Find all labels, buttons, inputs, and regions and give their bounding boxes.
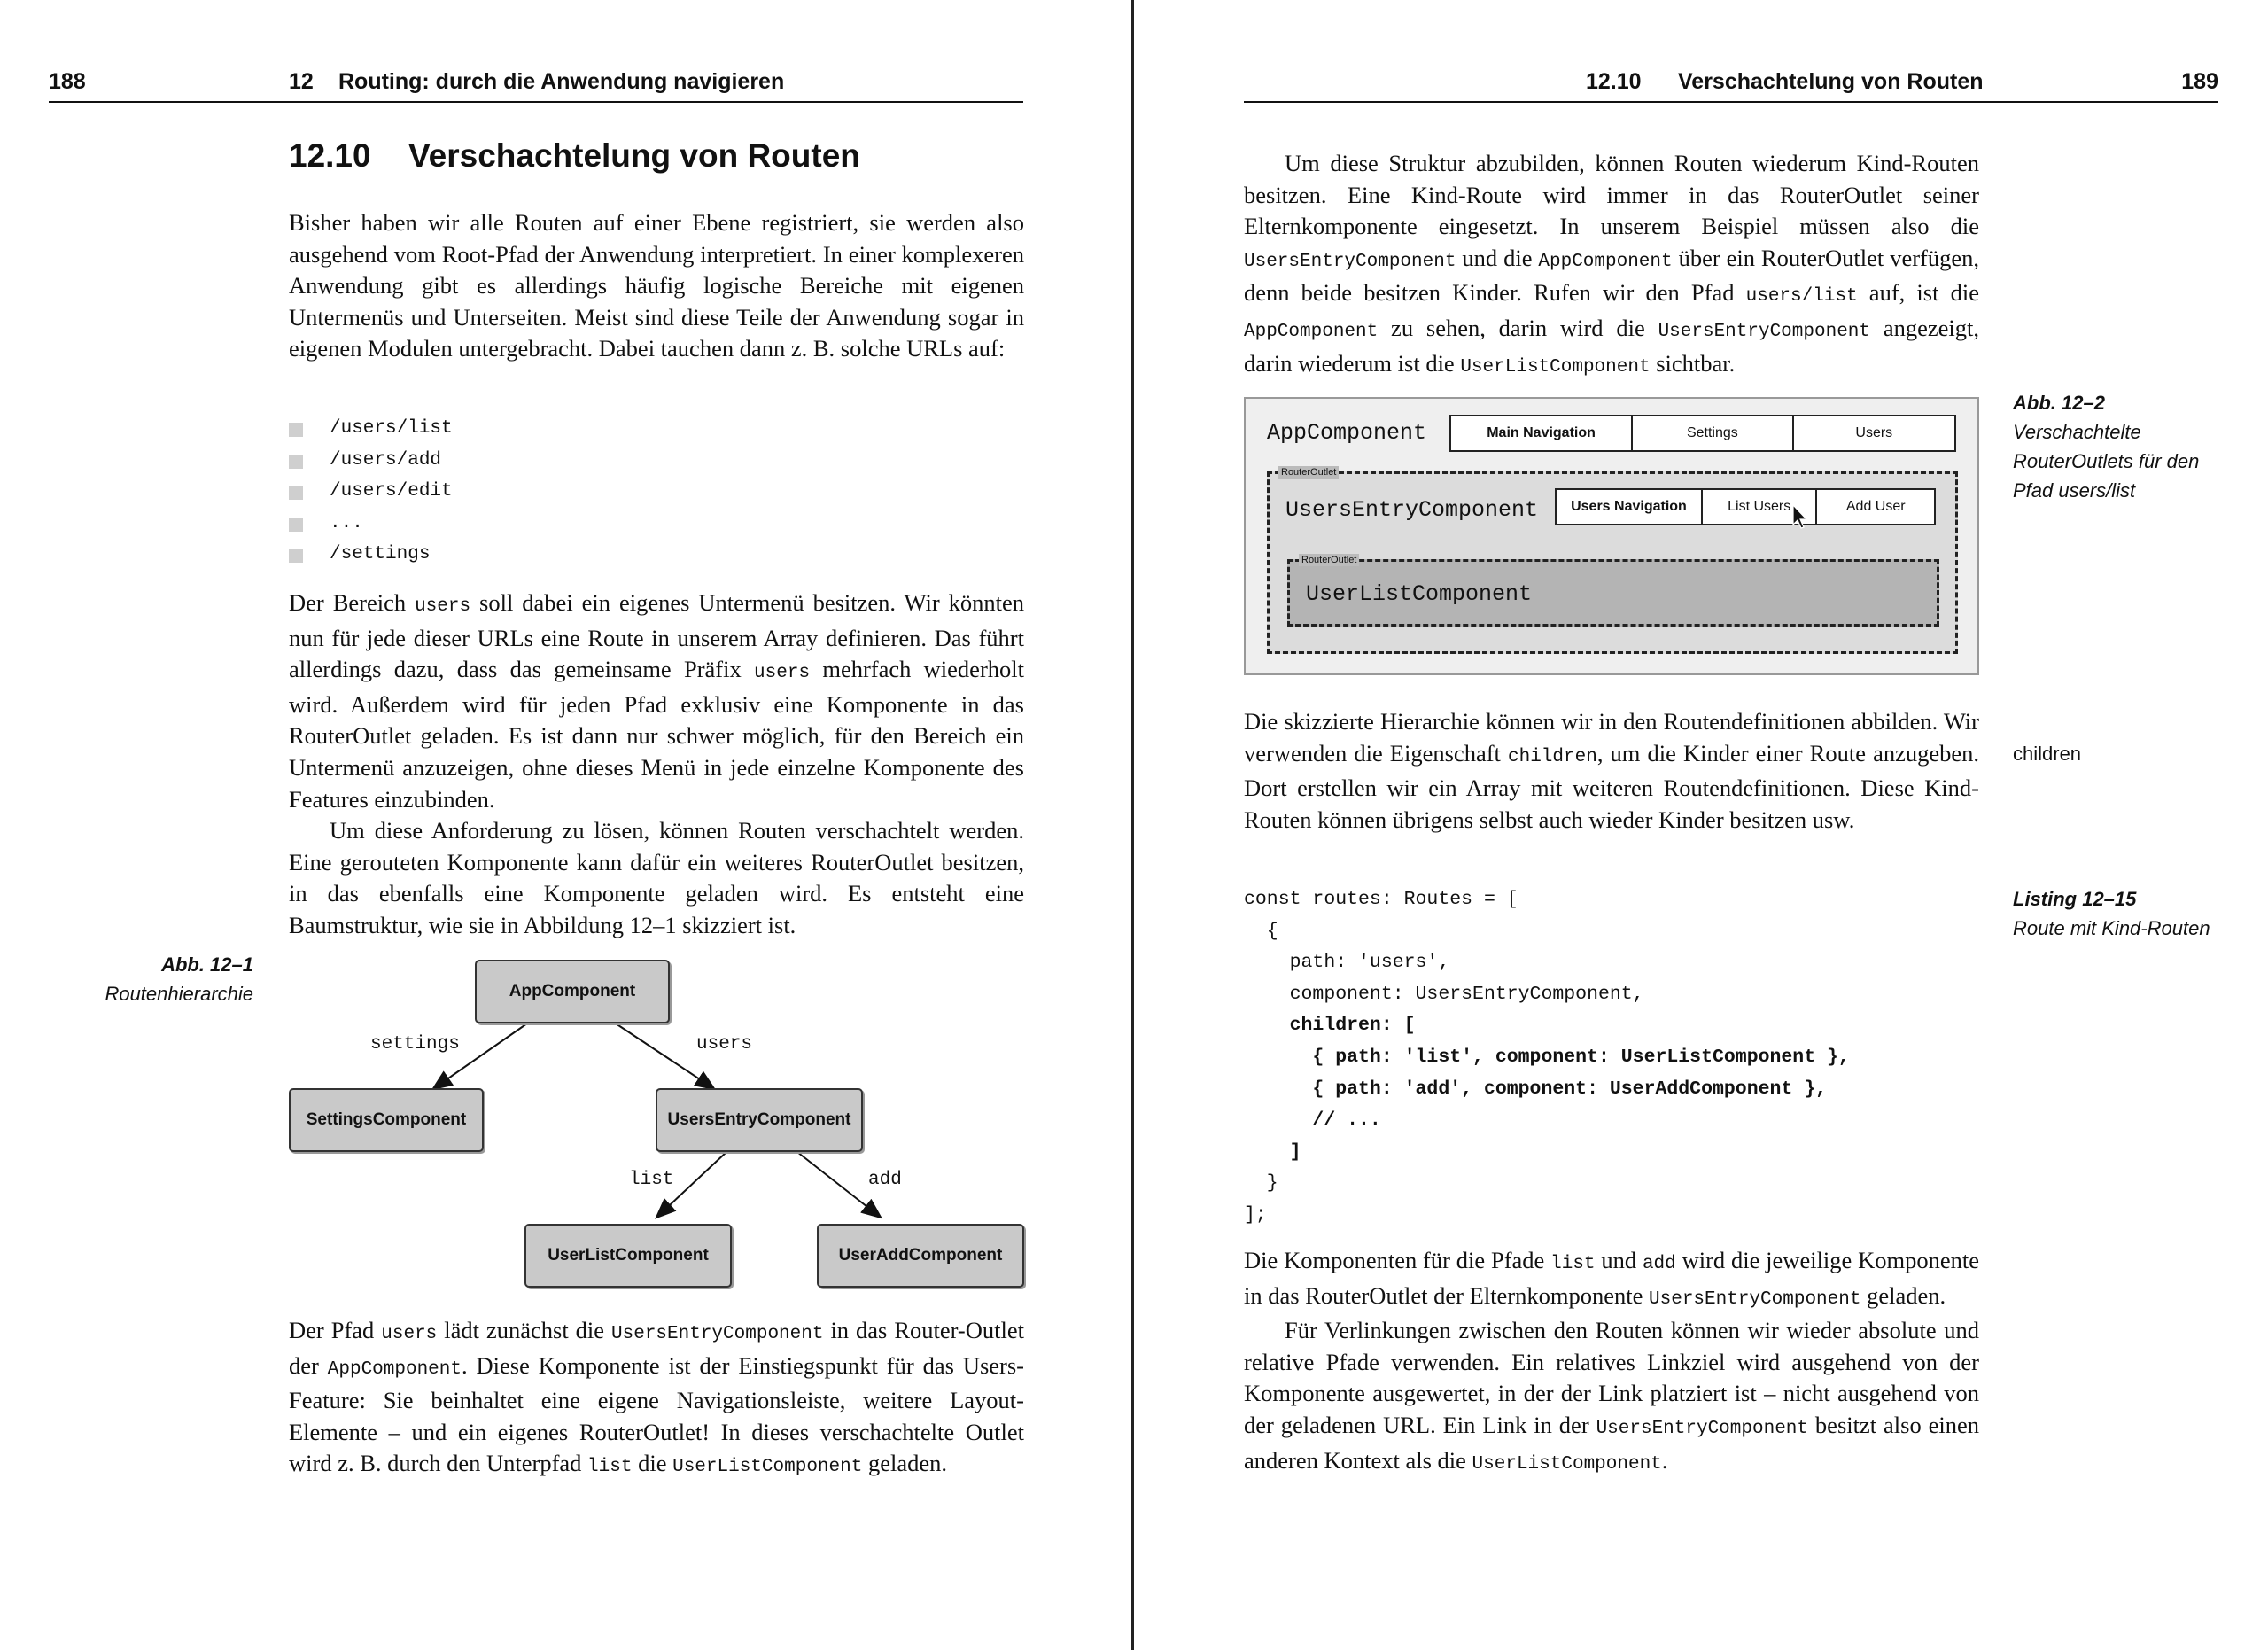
code-line: ] <box>1244 1140 1301 1163</box>
bullet-square-icon <box>289 549 303 563</box>
figure-2-title-line-3: Pfad users/list <box>2013 479 2136 502</box>
left-paragraph-2: Der Bereich users soll dabei ein eigenes Untermenü besitzen. Wir könnten nun für jede dieser URLs eine Route in unserem Array definieren. Das führt allerdings dazu, dass das gemeinsame Präfix users mehrfach wiederholt wird. Außerdem wird für jeden Pfad exklusiv eine Komponente in das RouterOutlet geladen. Es ist dann nur schwer möglich, für den Bereich ein Untermenü anzuzeigen, ohne dieses Menü in jede einzelne Komponente des Features einzubinden. <box>289 589 1024 813</box>
code-line: const routes: Routes = [ <box>1244 889 1518 910</box>
left-text-block-1 <box>289 207 1024 365</box>
right-paragraph-2: Die skizzierte Hierarchie können wir in den Routendefinitionen abbilden. Wir verwenden die Eigenschaft children, um die Kinder einer Route anzugeben. Dort erstellen wir ein Array mit weiteren Routendefinitionen. Diese Kind-Routen können übrigens selbst auch wieder Kinder besitzen usw. <box>1244 708 1979 833</box>
listing-title: Route mit Kind-Routen <box>2013 917 2210 939</box>
main-navigation-label: Main Navigation <box>1487 425 1596 440</box>
listing-caption <box>2013 884 2210 943</box>
right-text-block-1 <box>1244 148 1979 383</box>
list-item: /settings <box>289 539 453 571</box>
left-page <box>0 0 1131 1650</box>
left-paragraph-1: Bisher haben wir alle Routen auf einer Ebene registriert, sie werden also ausgehend vom Root-Pfad der Anwendung interpretiert. In einer komplexeren Anwendung gibt es allerdings häufig logische Bereiche mit eigenen Untermenüs und Unterseiten. Meist sind diese Teile der Anwendung sogar in eigenen Modulen untergebracht. Dabei tauchen dann z. B. solche URLs auf: <box>289 209 1024 362</box>
figure-2-label: Abb. 12–2 <box>2013 392 2105 414</box>
section-title: Verschachtelung von Routen <box>408 137 860 174</box>
code-listing <box>1244 884 1850 1232</box>
main-navigation-bar <box>1449 415 1956 452</box>
section-number: 12.10 <box>289 137 371 174</box>
route-tree-diagram <box>284 953 1037 1298</box>
list-item: /users/list <box>289 413 453 445</box>
margin-keyword-children: children <box>2013 743 2082 765</box>
router-outlet-1 <box>1267 467 1958 654</box>
bullet-square-icon <box>289 423 303 437</box>
edge-label-list: list <box>629 1170 674 1190</box>
left-paragraph-4: Der Pfad users lädt zunächst die UsersEntryComponent in das Router-Outlet der AppComponent. Diese Komponente ist der Einstiegspunkt für das Users-Feature: Sie beinhaltet eine eigene Navigationsleiste, weitere Layout-Elemente – und ein eigenes RouterOutlet! In dieses verschachtelte Outlet wird z. B. durch den Unterpfad list die UserListComponent geladen. <box>289 1317 1024 1478</box>
list-item: /users/edit <box>289 476 453 508</box>
fig2-app-component-label: AppComponent <box>1267 420 1427 446</box>
url-list <box>289 413 453 571</box>
listing-label: Listing 12–15 <box>2013 888 2137 910</box>
users-navigation-bar <box>1555 488 1936 525</box>
code-line: { path: 'add', component: UserAddComponent }, <box>1244 1078 1828 1100</box>
list-item: /users/add <box>289 445 453 477</box>
right-running-header <box>1244 64 2218 103</box>
figure-2-title-line-2: RouterOutlets für den <box>2013 450 2200 472</box>
right-paragraph-4: Für Verlinkungen zwischen den Routen können wir wieder absolute und relative Pfade verwenden. Ein relatives Linkziel wird ausgehend von der Komponente ausgewertet, in der der Link platziert ist – nicht ausgehend von der geladenen URL. Ein Link in der UsersEntryComponent besitzt also einen anderen Kontext als die UserListComponent. <box>1244 1317 1980 1475</box>
figure-1-title: Routenhierarchie <box>105 983 253 1005</box>
right-text-block-3 <box>1244 1245 1979 1480</box>
edge-label-settings: settings <box>370 1034 460 1055</box>
left-page-number: 188 <box>49 69 86 94</box>
nav-item-add-user: Add User <box>1815 490 1934 524</box>
left-text-block-3 <box>289 1315 1024 1483</box>
left-chapter-title: Routing: durch die Anwendung navigieren <box>338 69 785 94</box>
left-running-header <box>49 64 1023 103</box>
nested-outlets-figure <box>1244 397 1979 675</box>
left-text-block-2 <box>289 588 1024 942</box>
router-outlet-2 <box>1287 555 1939 627</box>
node-user-list-component: UserListComponent <box>524 1224 732 1288</box>
nav-item-list-users: List Users <box>1701 490 1816 524</box>
node-users-entry-component: UsersEntryComponent <box>656 1088 863 1152</box>
section-heading <box>289 137 860 175</box>
figure-1-label: Abb. 12–1 <box>161 953 253 976</box>
node-settings-component: SettingsComponent <box>289 1088 484 1152</box>
code-line: children: [ <box>1244 1015 1416 1037</box>
mouse-cursor-icon <box>1792 504 1810 531</box>
edge-settings-arrow <box>434 1023 527 1088</box>
left-chapter-number: 12 <box>289 69 314 94</box>
edge-users-arrow <box>616 1023 713 1088</box>
right-paragraph-1: Um diese Struktur abzubilden, können Routen wiederum Kind-Routen besitzen. Eine Kind-Route wird immer in das RouterOutlet seiner Elternkomponente eingesetzt. In unserem Beispiel müssen also die UsersEntryComponent und die AppComponent über ein RouterOutlet verfügen, denn beide besitzen Kinder. Rufen wir den Pfad users/list auf, ist die AppComponent zu sehen, darin wird die UsersEntryComponent angezeigt, darin wiederum ist die UserListComponent sichtbar. <box>1244 150 1979 377</box>
code-line: { <box>1244 920 1278 942</box>
fig2-users-entry-label: UsersEntryComponent <box>1285 497 1539 523</box>
bullet-square-icon <box>289 518 303 532</box>
list-item: ... <box>289 508 453 540</box>
figure-1-caption <box>105 950 253 1008</box>
bullet-square-icon <box>289 486 303 500</box>
router-outlet-1-tag: RouterOutlet <box>1278 466 1339 479</box>
right-text-block-2 <box>1244 706 1979 836</box>
right-section-title: Verschachtelung von Routen <box>1678 69 1984 94</box>
left-paragraph-3: Um diese Anforderung zu lösen, können Routen verschachtelt werden. Eine gerouteten Komponente kann dafür ein weiteres RouterOutlet besitzen, in das ebenfalls eine Komponente geladen wird. Es entsteht eine Baumstruktur, wie sie in Abbildung 12–1 skizziert ist. <box>289 817 1024 938</box>
right-paragraph-3: Die Komponenten für die Pfade list und add wird die jeweilige Komponente in das RouterOutlet der Elternkomponente UsersEntryComponent geladen. <box>1244 1247 1980 1310</box>
code-line: // ... <box>1244 1109 1381 1132</box>
code-line: } <box>1244 1172 1278 1195</box>
users-navigation-label: Users Navigation <box>1571 499 1687 514</box>
figure-2-caption <box>2013 388 2199 505</box>
right-section-number: 12.10 <box>1586 69 1642 94</box>
router-outlet-2-tag: RouterOutlet <box>1299 554 1359 566</box>
fig2-user-list-label: UserListComponent <box>1306 581 1533 607</box>
code-line: ]; <box>1244 1203 1267 1226</box>
right-page-number: 189 <box>2181 69 2218 94</box>
node-app-component: AppComponent <box>475 960 670 1023</box>
bullet-square-icon <box>289 455 303 469</box>
code-line: { path: 'list', component: UserListComponent }, <box>1244 1046 1850 1068</box>
code-line: component: UsersEntryComponent, <box>1244 983 1644 1005</box>
edge-label-add: add <box>868 1170 902 1190</box>
node-user-add-component: UserAddComponent <box>817 1224 1024 1288</box>
figure-2-title-line-1: Verschachtelte <box>2013 421 2141 443</box>
nav-item-users: Users <box>1792 416 1954 450</box>
edge-label-users: users <box>696 1034 753 1055</box>
code-line: path: 'users', <box>1244 952 1450 974</box>
nav-item-settings: Settings <box>1631 416 1791 450</box>
